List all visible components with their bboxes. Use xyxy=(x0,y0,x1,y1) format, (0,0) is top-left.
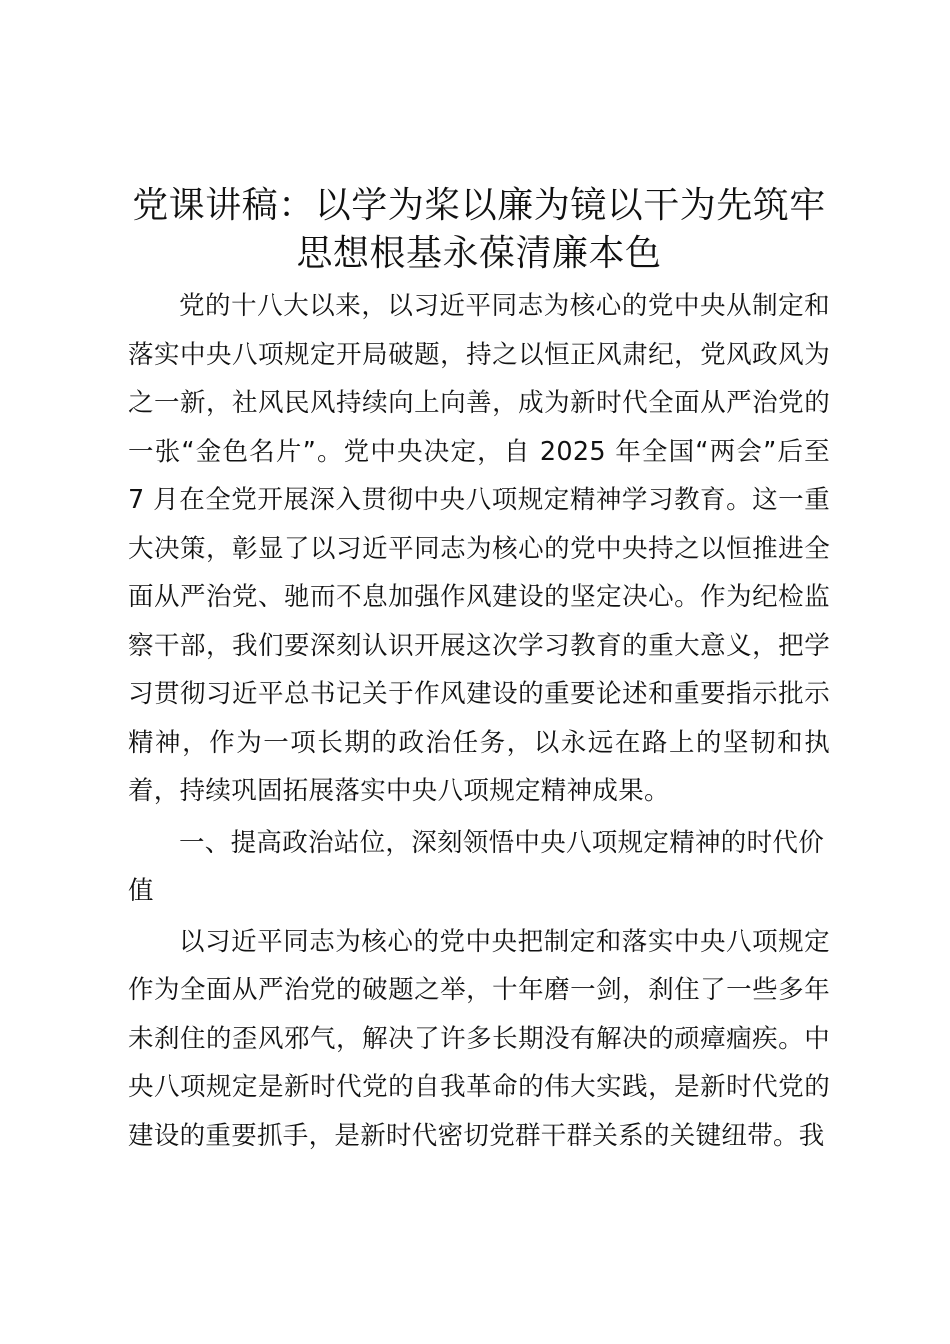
document-body xyxy=(128,282,830,1160)
document-title: 党课讲稿：以学为桨以廉为镜以干为先筑牢思想根基永葆清廉本色 xyxy=(132,185,826,274)
section-heading: 一、提高政治站位，深刻领悟中央八项规定精神的时代价值 xyxy=(128,827,825,906)
section-paragraph: 以习近平同志为核心的党中央把制定和落实中央八项规定作为全面从严治党的破题之举，十年磨一剑，刹住了一些多年未刹住的歪风邪气，解决了许多长期没有解决的顽瘴痼疾。中央八项规定是新时代党的自我革命的伟大实践，是新时代党的建设的重要抓手，是新时代密切党群干群关系的关键纽带。我 xyxy=(128,926,830,1151)
intro-paragraph: 党的十八大以来，以习近平同志为核心的党中央从制定和落实中央八项规定开局破题，持之以恒正风肃纪，党风政风为之一新，社风民风持续向上向善，成为新时代全面从严治党的一张“金色名片”。党中央决定，自 2025 年全国“两会”后至 7 月在全党开展深入贯彻中央八项规定精神学习教育。这一重大决策，彰显了以习近平同志为核心的党中央持之以恒推进全面从严治党、驰而不息加强作风建设的坚定决心。作为纪检监察干部，我们要深刻认识开展这次学习教育的重大意义，把学习贯彻习近平总书记关于作风建设的重要论述和重要指示批示精神，作为一项长期的政治任务，以永远在路上的坚韧和执着，持续巩固拓展落实中央八项规定精神成果。 xyxy=(128,291,830,806)
